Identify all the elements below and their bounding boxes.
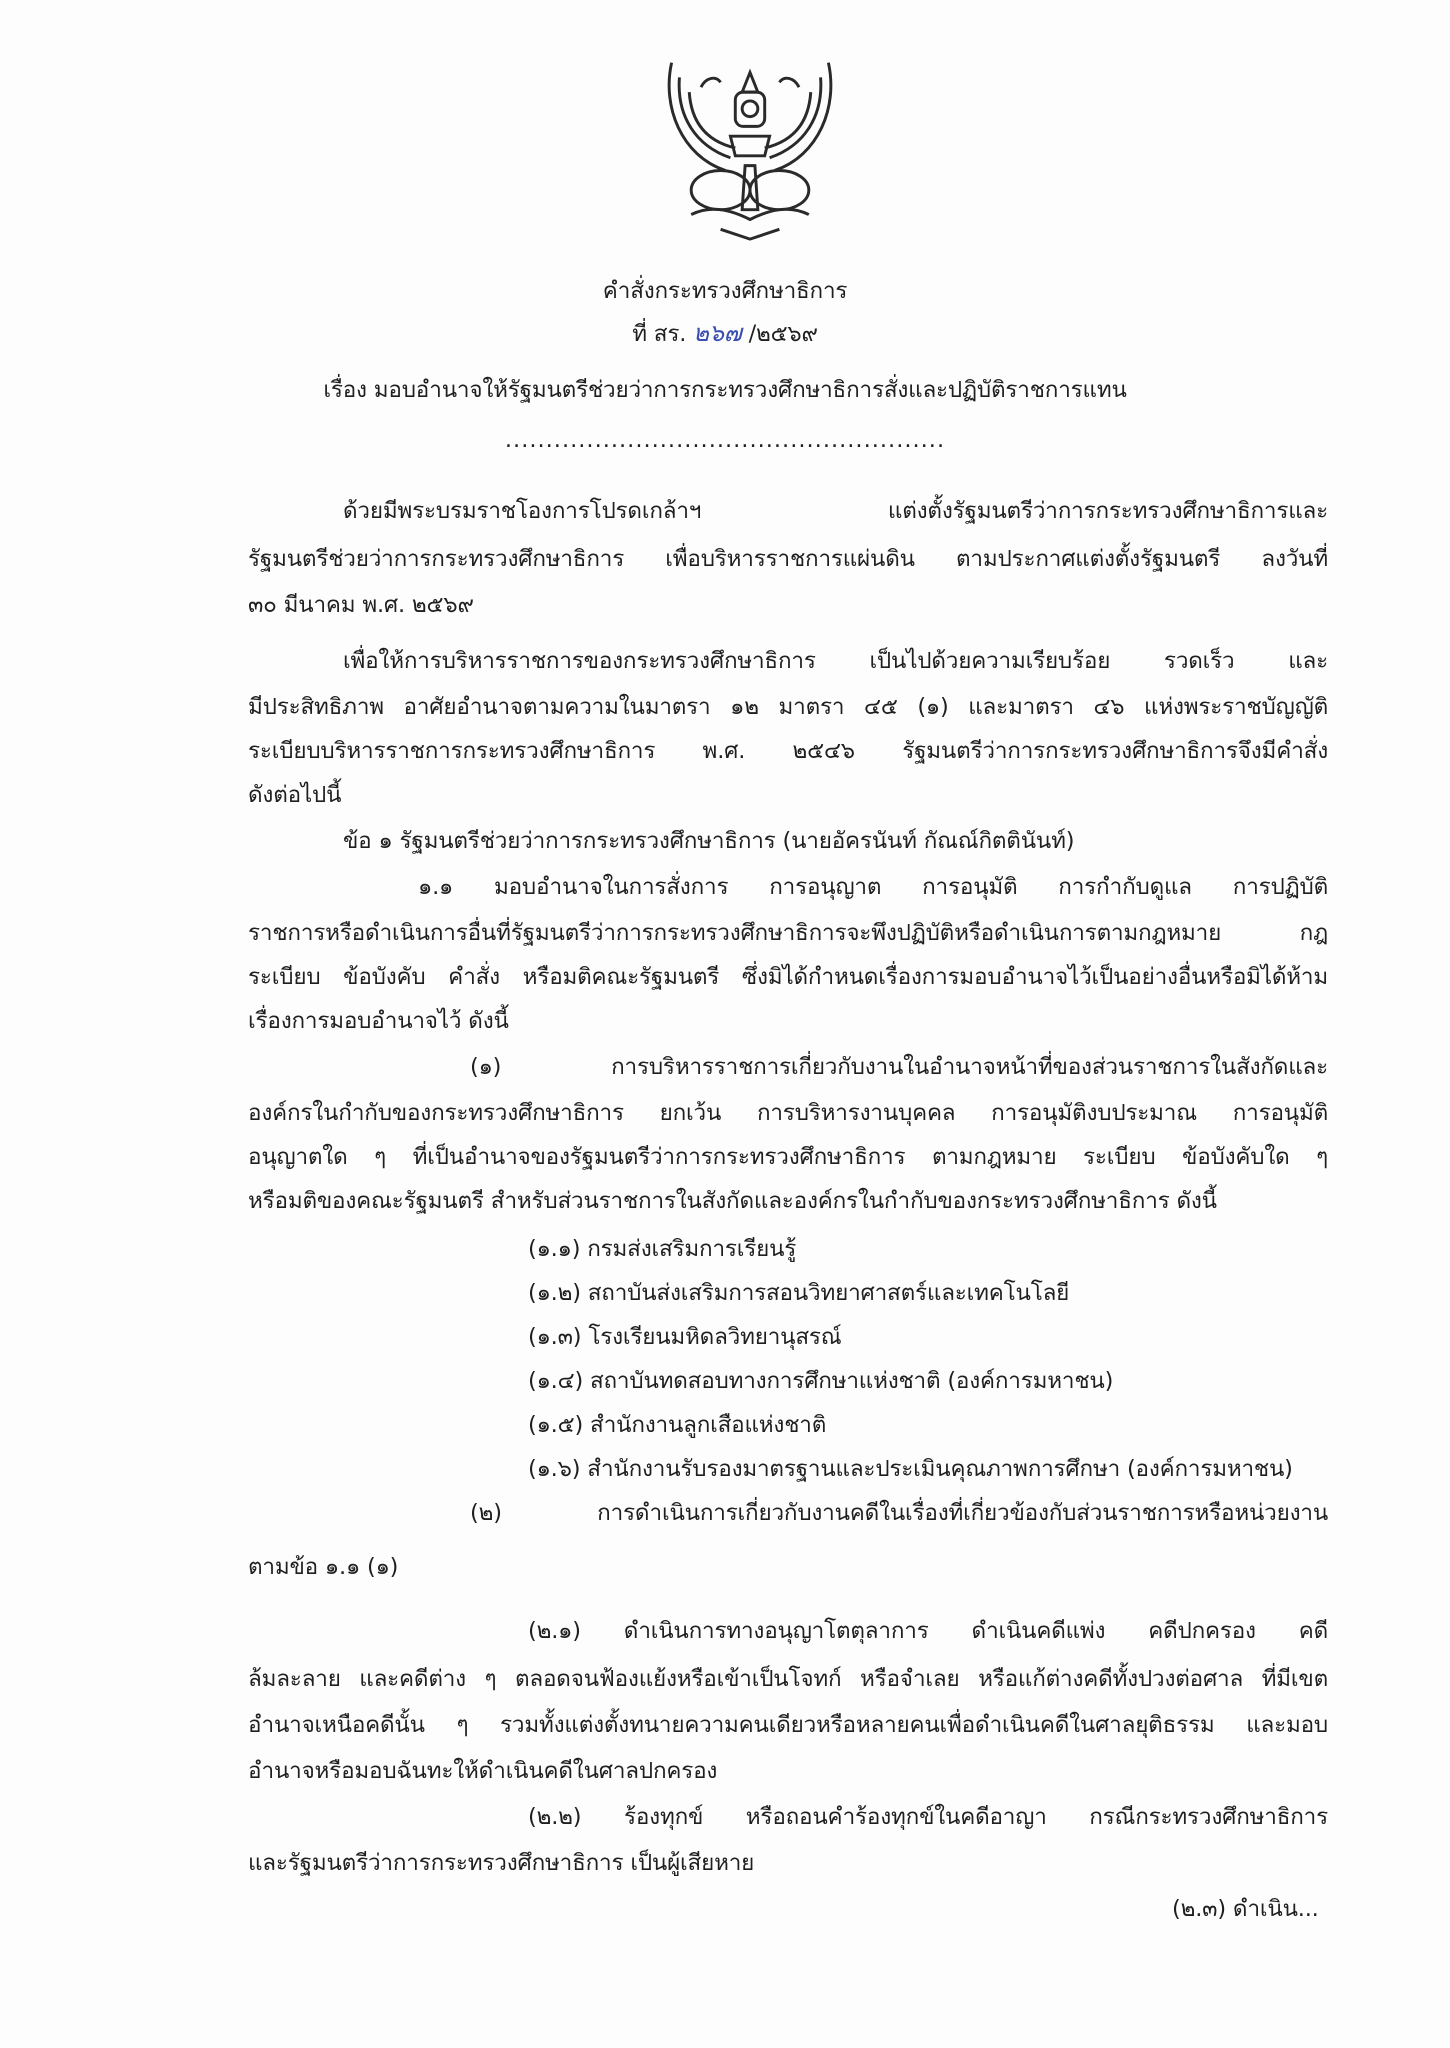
agency-item: (๑.๓) โรงเรียนมหิดลวิทยานุสรณ์	[528, 1324, 842, 1350]
agency-item: (๑.๒) สถาบันส่งเสริมการสอนวิทยาศาสตร์และเทคโนโลยี	[528, 1280, 1070, 1306]
divider: ......................................................	[504, 427, 946, 453]
clause1-heading: ข้อ ๑ รัฐมนตรีช่วยว่าการกระทรวงศึกษาธิการ (นายอัครนันท์ กัณณ์กิตตินันท์)	[343, 828, 1075, 854]
item2-1-line: อำนาจเหนือคดีนั้น ๆ รวมทั้งแต่งตั้งทนายความคนเดียวหรือหลายคนเพื่อดำเนินคดีในศาลยุติธรรม และมอบ	[248, 1712, 1328, 1738]
item2-1-line: ล้มละลาย และคดีต่าง ๆ ตลอดจนฟ้องแย้งหรือเข้าเป็นโจทก์ หรือจำเลย หรือแก้ต่างคดีทั้งปวงต่อศาล ที่มีเขต	[248, 1666, 1328, 1692]
clause1-1-line: ระเบียบ ข้อบังคับ คำสั่ง หรือมติคณะรัฐมนตรี ซึ่งมิได้กำหนดเรื่องการมอบอำนาจไว้เป็นอย่างอื่นหรือมิได้ห้าม	[248, 964, 1328, 990]
garuda-emblem-icon	[652, 48, 848, 244]
order-number-prefix: ที่ สร.	[632, 321, 687, 347]
clause1-1-line: ๑.๑ มอบอำนาจในการสั่งการ การอนุญาต การอนุมัติ การกำกับดูแล การปฏิบัติ	[418, 874, 1328, 900]
agency-item: (๑.๖) สำนักงานรับรองมาตรฐานและประเมินคุณภาพการศึกษา (องค์การมหาชน)	[528, 1456, 1293, 1482]
clause1-1-line: เรื่องการมอบอำนาจไว้ ดังนี้	[248, 1008, 509, 1034]
agency-item: (๑.๕) สำนักงานลูกเสือแห่งชาติ	[528, 1412, 827, 1438]
para2-line: ระเบียบบริหารราชการกระทรวงศึกษาธิการ พ.ศ. ๒๕๔๖ รัฐมนตรีว่าการกระทรวงศึกษาธิการจึงมีคำสั่ง	[248, 738, 1328, 764]
continuation-marker: (๒.๓) ดำเนิน...	[1172, 1896, 1319, 1922]
order-number-year: /๒๕๖๙	[748, 321, 818, 347]
item2-line: (๒) การดำเนินการเกี่ยวกับงานคดีในเรื่องที่เกี่ยวข้องกับส่วนราชการหรือหน่วยงาน	[470, 1500, 1328, 1526]
order-number-handwritten: ๒๖๗	[693, 319, 742, 347]
agency-item: (๑.๑) กรมส่งเสริมการเรียนรู้	[528, 1236, 797, 1262]
item2-line: ตามข้อ ๑.๑ (๑)	[248, 1554, 399, 1580]
para1-line: ๓๐ มีนาคม พ.ศ. ๒๕๖๙	[248, 592, 474, 618]
item1-line: (๑) การบริหารราชการเกี่ยวกับงานในอำนาจหน้าที่ของส่วนราชการในสังกัดและ	[470, 1054, 1328, 1080]
item2-1-line: อำนาจหรือมอบฉันทะให้ดำเนินคดีในศาลปกครอง	[248, 1758, 718, 1784]
para2-line: มีประสิทธิภาพ อาศัยอำนาจตามความในมาตรา ๑๒ มาตรา ๔๕ (๑) และมาตรา ๔๖ แห่งพระราชบัญญัติ	[248, 694, 1328, 720]
item2-2-line: และรัฐมนตรีว่าการกระทรวงศึกษาธิการ เป็นผู้เสียหาย	[248, 1850, 755, 1876]
document-title: คำสั่งกระทรวงศึกษาธิการ	[602, 278, 848, 304]
order-number	[0, 318, 1450, 349]
item1-line: หรือมติของคณะรัฐมนตรี สำหรับส่วนราชการในสังกัดและองค์กรในกำกับของกระทรวงศึกษาธิการ ดังนี้	[248, 1188, 1217, 1214]
para1-line: รัฐมนตรีช่วยว่าการกระทรวงศึกษาธิการ เพื่อบริหารราชการแผ่นดิน ตามประกาศแต่งตั้งรัฐมนตรี ลงวันที่	[248, 546, 1328, 572]
item1-line: อนุญาตใด ๆ ที่เป็นอำนาจของรัฐมนตรีว่าการกระทรวงศึกษาธิการ ตามกฎหมาย ระเบียบ ข้อบังคับใด ๆ	[248, 1144, 1328, 1170]
item2-1-line: (๒.๑) ดำเนินการทางอนุญาโตตุลาการ ดำเนินคดีแพ่ง คดีปกครอง คดี	[528, 1618, 1328, 1644]
document-subject: เรื่อง มอบอำนาจให้รัฐมนตรีช่วยว่าการกระทรวงศึกษาธิการสั่งและปฏิบัติราชการแทน	[323, 377, 1127, 403]
clause1-1-line: ราชการหรือดำเนินการอื่นที่รัฐมนตรีว่าการกระทรวงศึกษาธิการจะพึงปฏิบัติหรือดำเนินการตามกฎหมาย กฎ	[248, 920, 1328, 946]
agency-item: (๑.๔) สถาบันทดสอบทางการศึกษาแห่งชาติ (องค์การมหาชน)	[528, 1368, 1114, 1394]
para1-line: ด้วยมีพระบรมราชโองการโปรดเกล้าฯ แต่งตั้งรัฐมนตรีว่าการกระทรวงศึกษาธิการและ	[343, 498, 1328, 524]
para2-line: ดังต่อไปนี้	[248, 782, 342, 808]
item2-2-line: (๒.๒) ร้องทุกข์ หรือถอนคำร้องทุกข์ในคดีอาญา กรณีกระทรวงศึกษาธิการ	[528, 1804, 1328, 1830]
para2-line: เพื่อให้การบริหารราชการของกระทรวงศึกษาธิการ เป็นไปด้วยความเรียบร้อย รวดเร็ว และ	[343, 648, 1328, 674]
item1-line: องค์กรในกำกับของกระทรวงศึกษาธิการ ยกเว้น การบริหารงานบุคคล การอนุมัติงบประมาณ การอนุมัติ	[248, 1100, 1328, 1126]
